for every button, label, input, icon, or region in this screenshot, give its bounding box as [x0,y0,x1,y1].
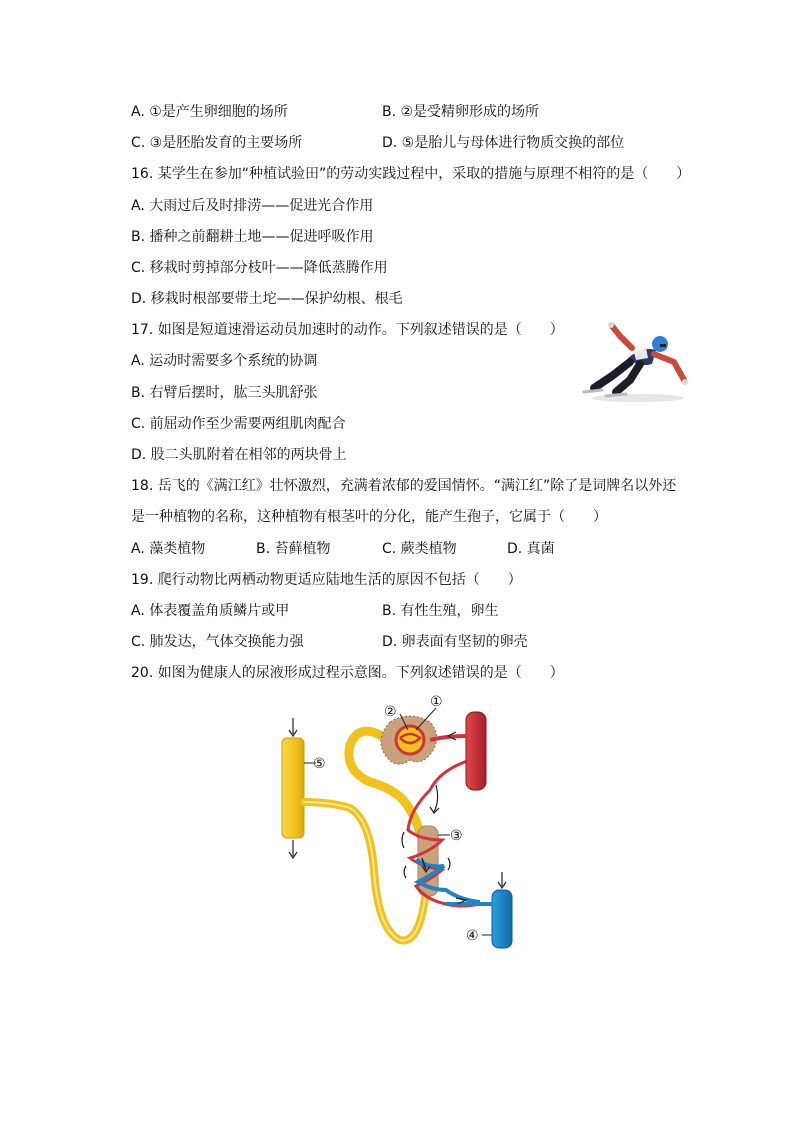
speed-skater-image [580,318,695,406]
q18-option-d: D. 真菌 [507,541,555,557]
glomerulus [396,726,424,754]
renal-artery [466,712,486,790]
q15-option-b: B. ②是受精卵形成的场所 [382,104,540,120]
q15-option-c: C. ③是胚胎发育的主要场所 [131,135,303,151]
q19-option-b: B. 有性生殖，卵生 [382,603,499,619]
q20-stem: 20. 如图为健康人的尿液形成过程示意图。下列叙述错误的是（ ） [131,665,564,681]
q17-option-c: C. 前屈动作至少需要两组肌肉配合 [131,416,346,432]
collecting-duct [282,738,304,838]
q18-option-c: C. 蕨类植物 [382,541,457,557]
nephron-diagram [270,690,530,955]
q16-stem: 16. 某学生在参加“种植试验田”的劳动实践过程中，采取的措施与原理不相符的是（ ） [131,166,691,182]
q17-option-a: A. 运动时需要多个系统的协调 [131,353,318,369]
q18-stem-line-1: 18. 岳飞的《满江红》壮怀激烈，充满着浓郁的爱国情怀。“满江红”除了是词牌名以外还 [131,478,677,494]
renal-vein [492,890,512,948]
q17-option-d: D. 股二头肌附着在相邻的两块骨上 [131,447,347,463]
q15-option-d: D. ⑤是胎儿与母体进行物质交换的部位 [382,135,625,151]
label-4: ④ [466,928,479,944]
q16-option-d: D. 移栽时根部要带土坨——保护幼根、根毛 [131,291,403,307]
label-3: ③ [450,828,463,844]
q17-stem: 17. 如图是短道速滑运动员加速时的动作。下列叙述错误的是（ ） [131,322,564,338]
q17-option-b: B. 右臂后摆时，肱三头肌舒张 [131,385,318,401]
q19-option-d: D. 卵表面有坚韧的卵壳 [382,634,528,650]
label-5: ⑤ [313,756,326,772]
q18-option-b: B. 苔藓植物 [256,541,331,557]
q19-option-c: C. 肺发达，气体交换能力强 [131,634,304,650]
q18-option-a: A. 藻类植物 [131,541,206,557]
q16-option-a: A. 大雨过后及时排涝——促进光合作用 [131,198,374,214]
q16-option-b: B. 播种之前翻耕土地——促进呼吸作用 [131,229,374,245]
q16-option-c: C. 移栽时剪掉部分枝叶——降低蒸腾作用 [131,260,388,276]
label-2: ② [384,704,397,720]
q15-option-a: A. ①是产生卵细胞的场所 [131,104,288,120]
q19-stem: 19. 爬行动物比两栖动物更适应陆地生活的原因不包括（ ） [131,572,522,588]
q18-stem-line-2: 是一种植物的名称，这种植物有根茎叶的分化，能产生孢子，它属于（ ） [131,509,607,525]
label-1: ① [430,694,443,710]
q19-option-a: A. 体表覆盖角质鳞片或甲 [131,603,290,619]
